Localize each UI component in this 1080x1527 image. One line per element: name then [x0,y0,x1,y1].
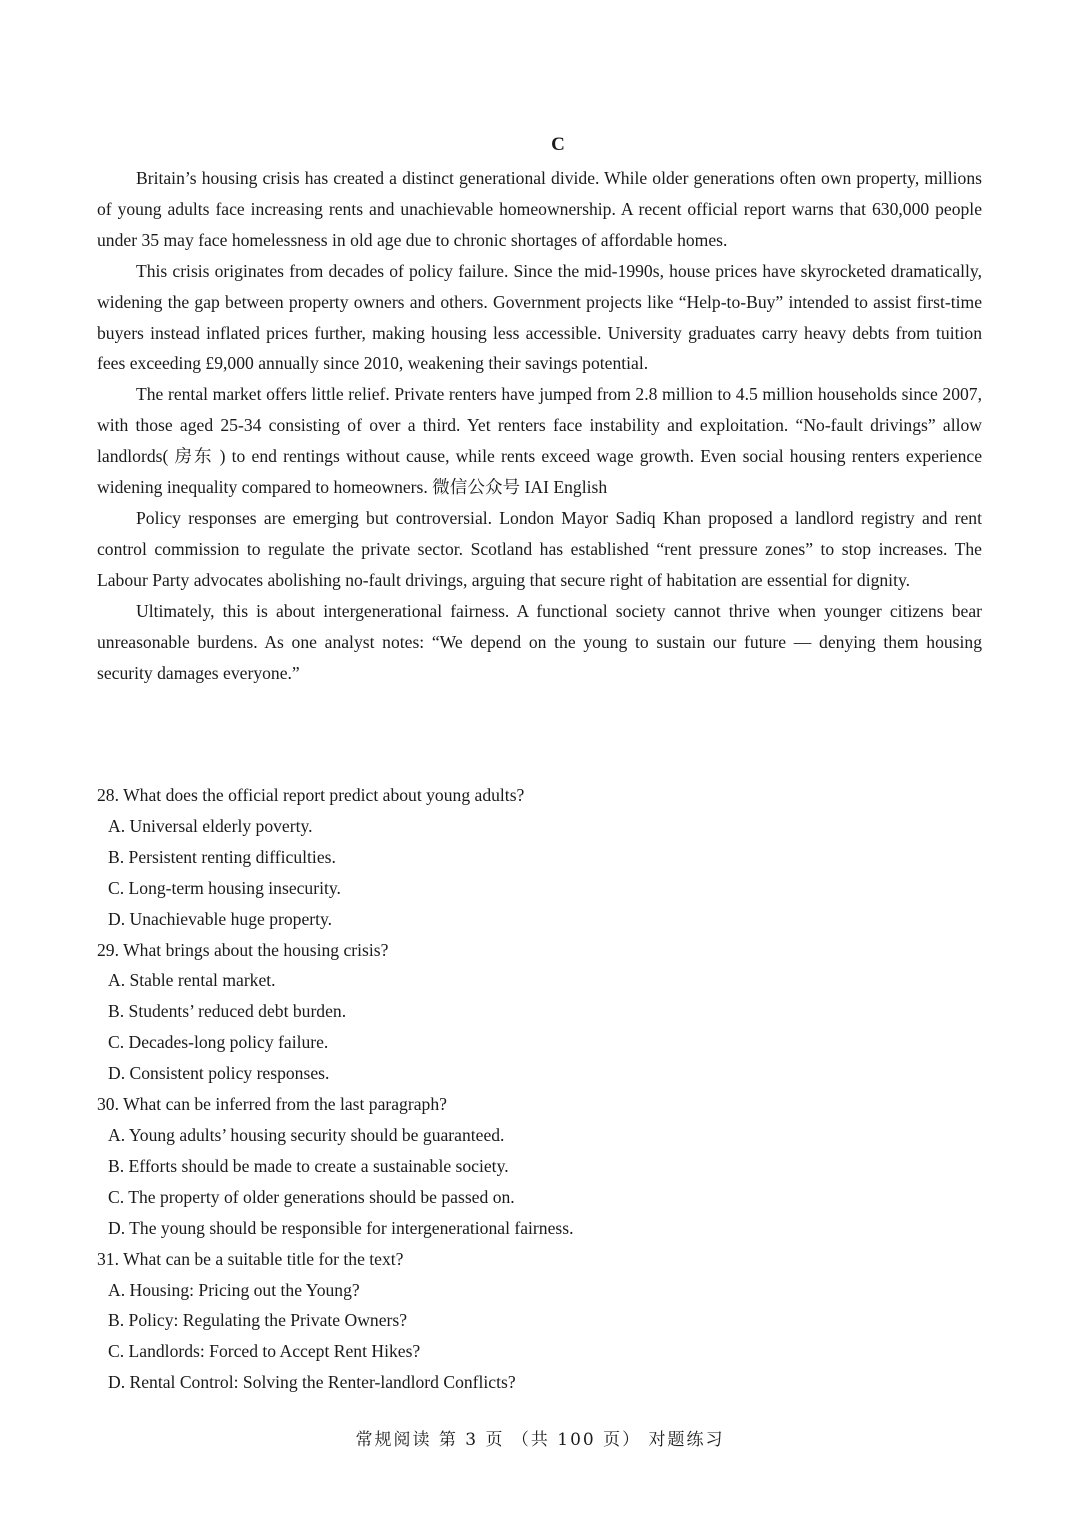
answer-option: D. The young should be responsible for intergenerational fairness. [108,1217,574,1238]
answer-option: D. Consistent policy responses. [108,1063,330,1084]
passage-paragraph: Britain’s housing crisis has created a distinct generational divide. While older generations often own property, millions of young adults face increasing rents and unachievable homeownership. A recent official report warns that 630,000 people under 35 may face homelessness in old age due to chronic shortages of affordable homes. [97,168,982,250]
answer-option: B. Efforts should be made to create a sustainable society. [108,1155,509,1176]
passage-paragraph: This crisis originates from decades of policy failure. Since the mid-1990s, house prices have skyrocketed dramatically, widening the gap between property owners and others. Government projects like “Help-to-Buy” intended to assist first-time buyers instead inflated prices further, making housing less accessible. University graduates carry heavy debts from tuition fees exceeding £9,000 annually since 2010, weakening their savings potential. [97,260,982,374]
question-29 [97,935,982,1090]
answer-option: C. Decades-long policy failure. [108,1032,329,1053]
question-31 [97,1244,982,1399]
question-30 [97,1089,982,1244]
answer-option: A. Young adults’ housing security should be guaranteed. [108,1124,505,1145]
question-stem: 29. What brings about the housing crisis? [97,939,389,960]
question-stem: 28. What does the official report predict about young adults? [97,785,525,805]
answer-option: D. Unachievable huge property. [108,908,333,929]
passage-paragraph: Policy responses are emerging but controversial. London Mayor Sadiq Khan proposed a landlord registry and rent control commission to regulate the private sector. Scotland has established “rent pressure zones” to stop increases. The Labour Party advocates abolishing no-fault drivings, arguing that secure right of habitation are essential for dignity. [97,507,982,590]
reading-passage [97,163,982,688]
passage-paragraph: Ultimately, this is about intergenerational fairness. A functional society cannot thrive when younger citizens bear unreasonable burdens. As one analyst notes: “We depend on the young to sustain our future — denying them housing security damages everyone.” [97,600,982,683]
question-stem: 30. What can be inferred from the last paragraph? [97,1094,447,1115]
question-list [97,780,982,1398]
answer-option: A. Universal elderly poverty. [108,815,313,836]
question-28 [97,780,982,935]
section-letter: C [551,134,565,155]
passage-paragraph: The rental market offers little relief. Private renters have jumped from 2.8 million to 4.5 million households since 2007, with those aged 25-34 consisting of over a third. Yet renters face instability and exploitation. “No-fault drivings” allow landlords( 房东 ) to end rentings without cause, while rents exceed wage growth. Even social housing renters experience widening inequality compared to homeowners. 微信公众号 IAI English [97,384,982,498]
answer-option: D. Rental Control: Solving the Renter-landlord Conflicts? [108,1372,516,1393]
answer-option: B. Policy: Regulating the Private Owners? [108,1310,408,1331]
answer-option: C. The property of older generations should be passed on. [108,1186,515,1207]
answer-option: B. Persistent renting difficulties. [108,846,336,867]
answer-option: C. Long-term housing insecurity. [108,877,341,898]
answer-option: A. Housing: Pricing out the Young? [108,1279,360,1300]
page-footer: 常规阅读 第 3 页 （共 100 页） 对题练习 [355,1430,725,1450]
answer-option: B. Students’ reduced debt burden. [108,1001,347,1022]
question-stem: 31. What can be a suitable title for the text? [97,1248,404,1269]
answer-option: A. Stable rental market. [108,970,276,991]
answer-option: C. Landlords: Forced to Accept Rent Hikes? [108,1341,421,1362]
